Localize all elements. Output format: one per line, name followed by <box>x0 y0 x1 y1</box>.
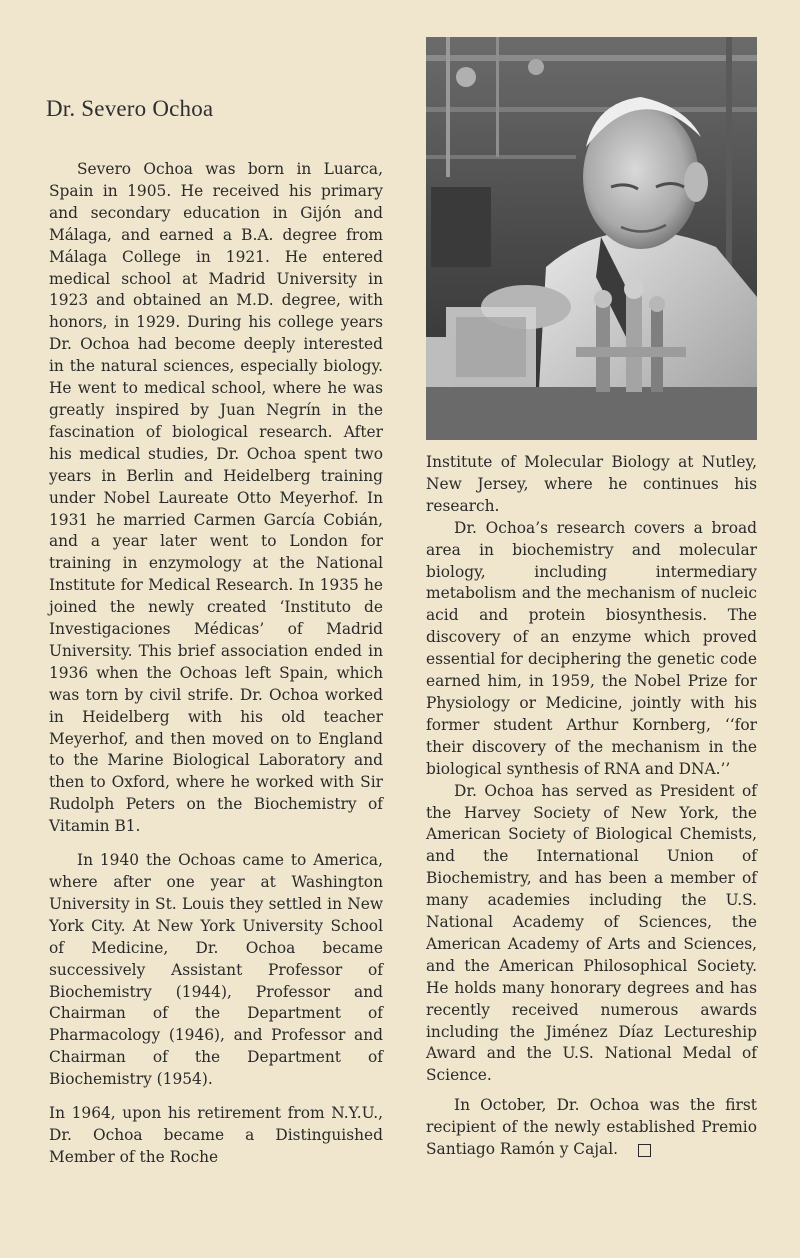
paragraph-early-life: Severo Ochoa was born in Luarca, Spain in 1905. He received his primary and secondary education in Gijón and Málaga, and earned a B.A. degree from Málaga College in 1921. He entered medical school at Madrid University in 1923 and obtained an M.D. degree, with honors, in 1929. During his college years Dr. Ochoa had become deeply interested in the natural sciences, especially biology. He went to medical school, where he was greatly inspired by Juan Negrín in the fascination of biological research. After his medical studies, Dr. Ochoa spent two years in Berlin and Heidelberg training under Nobel Laureate Otto Meyerhof. In 1931 he married Carmen García Cobián, and a year later went to London for training in enzymology at the National Institute for Medical Research. In 1935 he joined the newly created ‘Instituto de Investigaciones Médicas’ of Madrid University. This brief association ended in 1936 when the Ochoas left Spain, which was torn by civil strife. Dr. Ochoa worked in Heidelberg with his old teacher Meyerhof, and then moved on to England to the Marine Biological Laboratory and then to Oxford, where he worked with Sir Rudolph Peters on the Biochemistry of Vitamin B1. <box>49 160 383 836</box>
article-title: Dr. Severo Ochoa <box>46 96 214 121</box>
paragraph-roche-continued: Institute of Molecular Biology at Nutley, New Jersey, where he continues his research. <box>426 453 757 515</box>
paragraph-societies: Dr. Ochoa has served as President of the Harvey Society of New York, the American Society of Biological Chemists, and the International Union of Biochemistry, and has been a member of many academies including the U.S. National Academy of Sciences, the American Academy of Arts and Sciences, and the American Philosophical Society. He holds many honorary degrees and has recently received numerous awards including the Jiménez Díaz Lectureship Award and the U.S. National Medal of Science. <box>426 781 757 1085</box>
left-column <box>49 159 383 1169</box>
paragraph-research: Dr. Ochoa’s research covers a broad area in biochemistry and molecular biology, including intermediary metabolism and the mechanism of nucleic acid and protein biosynthesis. The discovery of an enzyme which proved essential for deciphering the genetic code earned him, in 1959, the Nobel Prize for Physiology or Medicine, jointly with his former student Arthur Kornberg, ‘‘for their discovery of the mechanism in the biological synthesis of RNA and DNA.’’ <box>426 518 757 778</box>
portrait-photo <box>426 37 757 440</box>
portrait-photo-image <box>426 37 757 440</box>
paragraph-premio <box>426 1095 757 1161</box>
paragraph-america: In 1940 the Ochoas came to America, where after one year at Washington University in St. Louis they settled in New York City. At New York University School of Medicine, Dr. Ochoa became successively Assistant Professor of Biochemistry (1944), Professor and Chairman of the Department of Pharmacology (1946), and Professor and Chairman of the Department of Biochemistry (1954). <box>49 851 383 1089</box>
paragraph-premio-text: In October, Dr. Ochoa was the first recipient of the newly established Premio Santiago Ramón y Cajal. <box>426 1096 757 1159</box>
end-of-article-icon <box>638 1144 651 1157</box>
right-column <box>426 452 757 1161</box>
paragraph-roche: In 1964, upon his retirement from N.Y.U., Dr. Ochoa became a Distinguished Member of the Roche <box>49 1104 383 1166</box>
